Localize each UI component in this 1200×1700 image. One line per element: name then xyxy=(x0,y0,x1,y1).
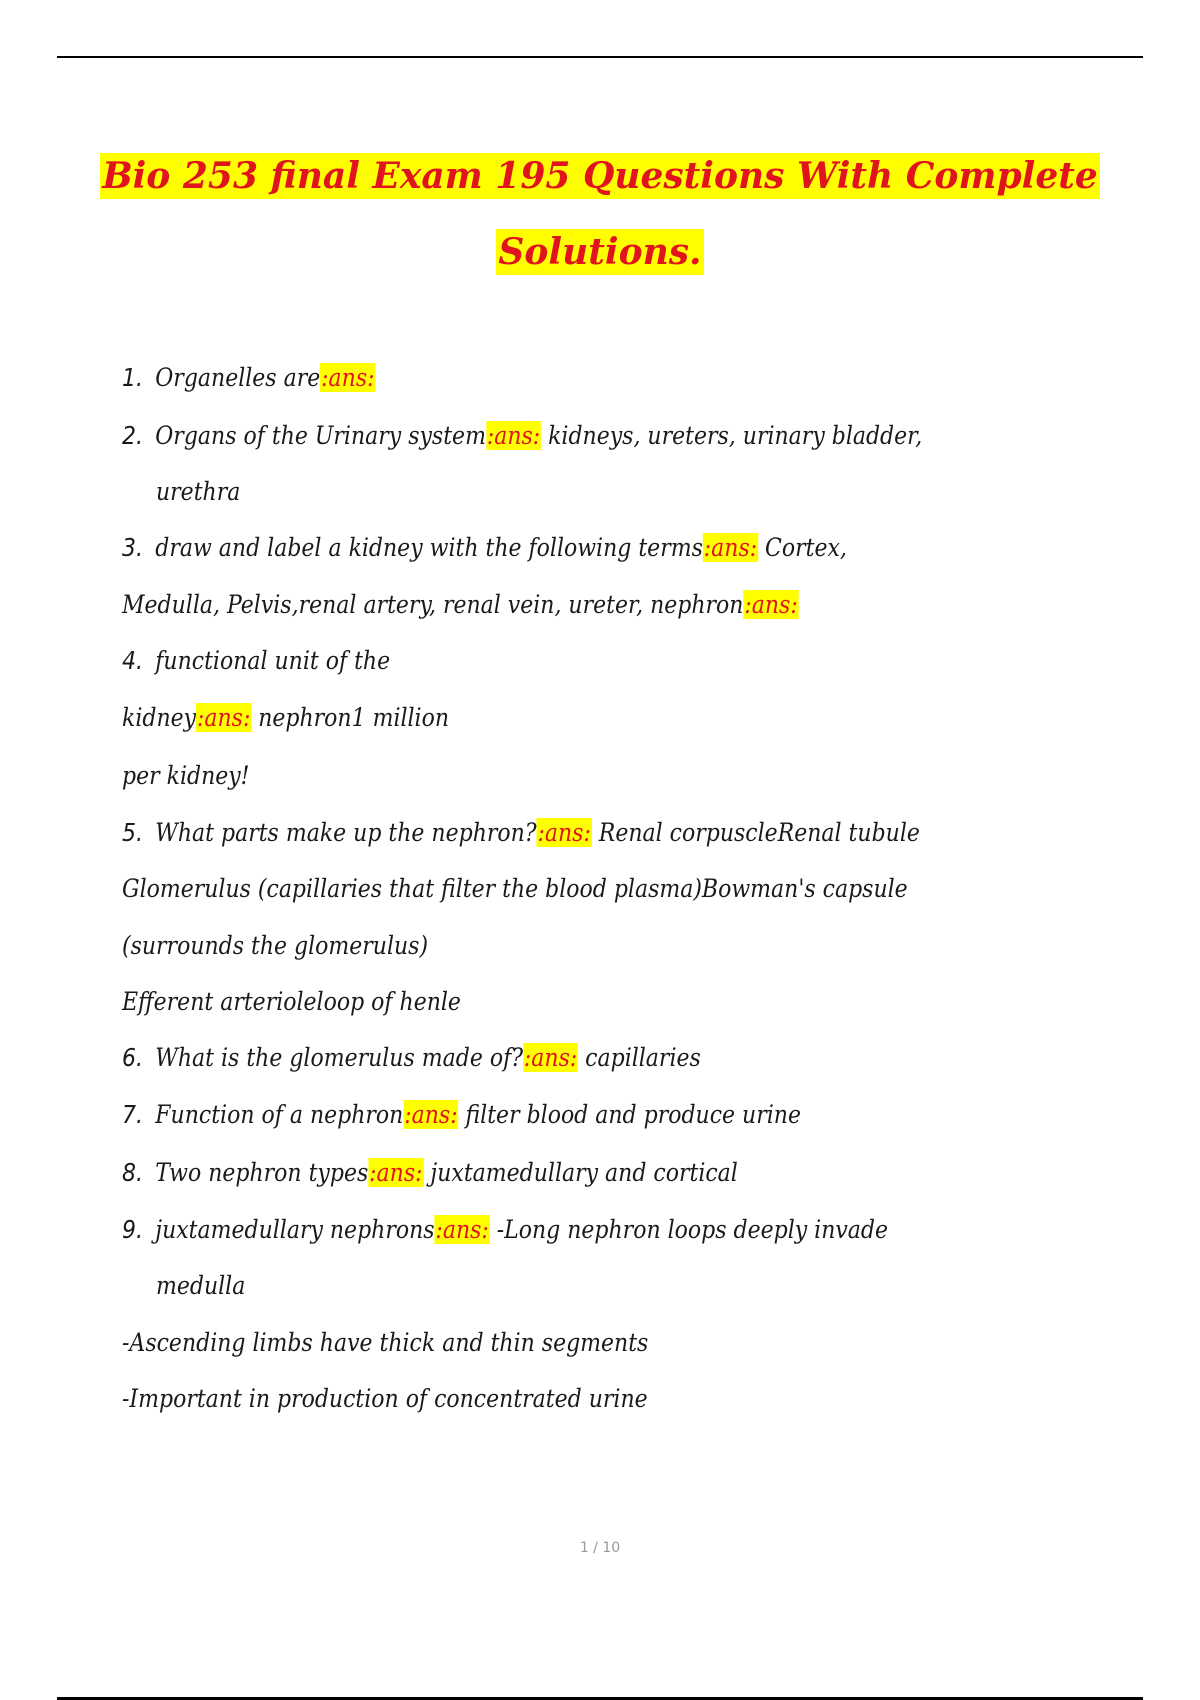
answer-label: :ans: xyxy=(369,1158,423,1187)
question-9-line-3: -Ascending limbs have thick and thin segments xyxy=(122,1328,649,1357)
answer-label: :ans: xyxy=(537,818,591,847)
document-title-line-2: Solutions. xyxy=(498,231,702,273)
question-1: 1. Organelles are:ans: xyxy=(122,363,375,392)
answer-label: :ans: xyxy=(404,1100,458,1129)
document-title-line-1: Bio 253 final Exam 195 Questions With Complete xyxy=(102,155,1098,197)
question-9-continuation: medulla xyxy=(156,1271,246,1300)
top-rule xyxy=(57,56,1143,58)
question-5-line-3: (surrounds the glomerulus) xyxy=(122,931,429,960)
question-5-line-4: Efferent arterioleloop of henle xyxy=(122,987,461,1016)
question-2-continuation: urethra xyxy=(156,477,241,506)
page-number: 1 / 10 xyxy=(579,1540,621,1556)
answer-label: :ans: xyxy=(486,421,541,450)
question-4-line-2: kidney:ans: nephron1 million xyxy=(122,703,450,732)
question-3-line-2: Medulla, Pelvis,renal artery, renal vein, ureter, nephron:ans: xyxy=(122,590,798,619)
question-5-line-2: Glomerulus (capillaries that filter the blood plasma)Bowman's capsule xyxy=(122,874,908,903)
question-9: 9. juxtamedullary nephrons:ans: -Long nephron loops deeply invade xyxy=(122,1215,889,1244)
answer-label: :ans: xyxy=(523,1043,578,1072)
answer-label: :ans: xyxy=(744,590,798,619)
question-9-line-4: -Important in production of concentrated urine xyxy=(122,1384,648,1413)
question-7: 7. Function of a nephron:ans: filter blood and produce urine xyxy=(122,1100,801,1129)
answer-label: :ans: xyxy=(321,363,375,392)
question-8: 8. Two nephron types:ans: juxtamedullary and cortical xyxy=(122,1158,738,1187)
question-4: 4. functional unit of the xyxy=(122,646,391,675)
question-2: 2. Organs of the Urinary system:ans: kidneys, ureters, urinary bladder, xyxy=(122,421,923,450)
answer-label: :ans: xyxy=(196,703,251,732)
answer-label: :ans: xyxy=(703,533,758,562)
question-5: 5. What parts make up the nephron?:ans: Renal corpuscleRenal tubule xyxy=(122,818,920,847)
question-6: 6. What is the glomerulus made of?:ans: capillaries xyxy=(122,1043,701,1072)
answer-label: :ans: xyxy=(435,1215,489,1244)
question-4-line-3: per kidney! xyxy=(122,761,250,790)
question-3: 3. draw and label a kidney with the following terms:ans: Cortex, xyxy=(122,533,847,562)
